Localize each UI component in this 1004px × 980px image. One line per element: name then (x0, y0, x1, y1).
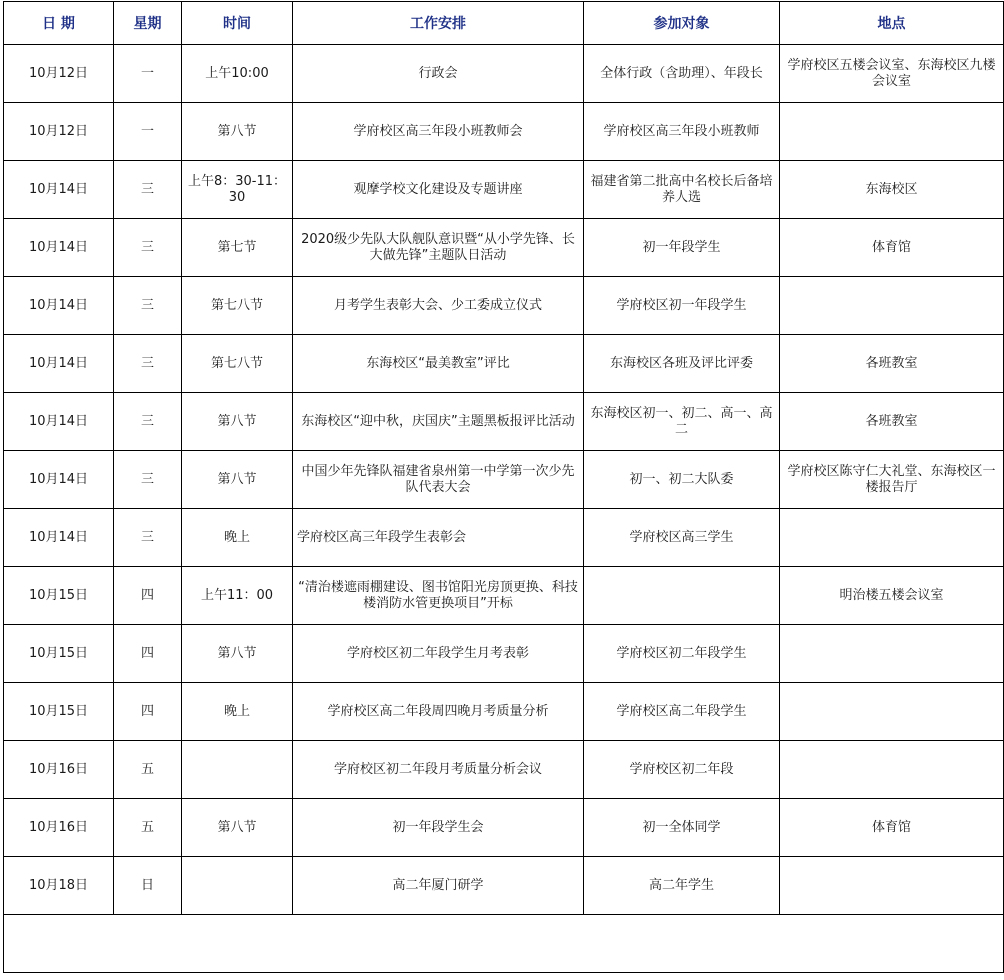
cell-task: 东海校区“最美教室”评比 (293, 335, 584, 393)
cell-location (780, 509, 1004, 567)
cell-participants: 福建省第二批高中名校长后备培养人选 (584, 161, 780, 219)
cell-date: 10月14日 (4, 161, 114, 219)
cell-time: 第八节 (182, 103, 293, 161)
cell-location: 各班教室 (780, 393, 1004, 451)
cell-participants: 初一全体同学 (584, 799, 780, 857)
cell-weekday: 三 (114, 219, 182, 277)
cell-date: 10月14日 (4, 509, 114, 567)
cell-task: 学府校区高三年段小班教师会 (293, 103, 584, 161)
cell-date: 10月14日 (4, 335, 114, 393)
cell-participants: 学府校区高三年段小班教师 (584, 103, 780, 161)
cell-weekday: 一 (114, 45, 182, 103)
cell-participants: 学府校区高二年段学生 (584, 683, 780, 741)
cell-task: 行政会 (293, 45, 584, 103)
cell-date: 10月16日 (4, 799, 114, 857)
cell-weekday: 一 (114, 103, 182, 161)
cell-location (780, 857, 1004, 915)
cell-task: 东海校区“迎中秋，庆国庆”主题黑板报评比活动 (293, 393, 584, 451)
cell-location (780, 625, 1004, 683)
table-row (4, 161, 1004, 219)
table-row (4, 683, 1004, 741)
cell-time: 晚上 (182, 683, 293, 741)
cell-participants: 东海校区初一、初二、高一、高二 (584, 393, 780, 451)
table-row (4, 451, 1004, 509)
cell-weekday: 五 (114, 799, 182, 857)
cell-weekday: 三 (114, 509, 182, 567)
cell-weekday: 三 (114, 451, 182, 509)
cell-task: 观摩学校文化建设及专题讲座 (293, 161, 584, 219)
cell-participants: 学府校区初二年段学生 (584, 625, 780, 683)
cell-time: 上午11：00 (182, 567, 293, 625)
cell-time: 上午8：30-11：30 (182, 161, 293, 219)
cell-location (780, 683, 1004, 741)
cell-date: 10月15日 (4, 567, 114, 625)
table-row (4, 509, 1004, 567)
cell-task: 学府校区初二年段月考质量分析会议 (293, 741, 584, 799)
cell-time: 第七节 (182, 219, 293, 277)
schedule-table-container (3, 1, 1003, 973)
header-participants: 参加对象 (584, 2, 780, 45)
cell-location (780, 741, 1004, 799)
cell-task: 月考学生表彰大会、少工委成立仪式 (293, 277, 584, 335)
header-row (4, 2, 1004, 45)
cell-task: 中国少年先锋队福建省泉州第一中学第一次少先队代表大会 (293, 451, 584, 509)
table-row (4, 857, 1004, 915)
cell-location: 学府校区陈守仁大礼堂、东海校区一楼报告厅 (780, 451, 1004, 509)
cell-participants: 初一年段学生 (584, 219, 780, 277)
cell-time (182, 857, 293, 915)
cell-time: 第八节 (182, 799, 293, 857)
cell-task: 学府校区高三年段学生表彰会 (293, 509, 584, 567)
cell-weekday: 四 (114, 625, 182, 683)
cell-location (780, 103, 1004, 161)
header-time: 时间 (182, 2, 293, 45)
cell-participants: 高二年学生 (584, 857, 780, 915)
cell-weekday: 三 (114, 393, 182, 451)
empty-row (4, 915, 1004, 973)
cell-location (780, 277, 1004, 335)
cell-weekday: 三 (114, 161, 182, 219)
cell-date: 10月12日 (4, 45, 114, 103)
cell-task: 学府校区高二年段周四晚月考质量分析 (293, 683, 584, 741)
cell-participants: 学府校区初一年段学生 (584, 277, 780, 335)
cell-weekday: 三 (114, 335, 182, 393)
table-row (4, 335, 1004, 393)
cell-time: 第八节 (182, 451, 293, 509)
cell-weekday: 日 (114, 857, 182, 915)
cell-task: 学府校区初二年段学生月考表彰 (293, 625, 584, 683)
cell-participants: 初一、初二大队委 (584, 451, 780, 509)
cell-date: 10月18日 (4, 857, 114, 915)
table-row (4, 625, 1004, 683)
cell-date: 10月15日 (4, 625, 114, 683)
table-row (4, 277, 1004, 335)
table-row (4, 45, 1004, 103)
cell-time: 上午10:00 (182, 45, 293, 103)
cell-location: 明治楼五楼会议室 (780, 567, 1004, 625)
cell-location: 体育馆 (780, 799, 1004, 857)
cell-task: 初一年段学生会 (293, 799, 584, 857)
cell-weekday: 四 (114, 567, 182, 625)
cell-location: 体育馆 (780, 219, 1004, 277)
table-row (4, 567, 1004, 625)
header-location: 地点 (780, 2, 1004, 45)
cell-weekday: 三 (114, 277, 182, 335)
table-row (4, 393, 1004, 451)
cell-task: 2020级少先队大队舰队意识暨“从小学先锋、长大做先锋”主题队日活动 (293, 219, 584, 277)
table-row (4, 219, 1004, 277)
cell-date: 10月12日 (4, 103, 114, 161)
cell-time (182, 741, 293, 799)
cell-participants: 东海校区各班及评比评委 (584, 335, 780, 393)
cell-date: 10月14日 (4, 277, 114, 335)
cell-location: 各班教室 (780, 335, 1004, 393)
cell-date: 10月14日 (4, 451, 114, 509)
cell-time: 第七八节 (182, 277, 293, 335)
cell-weekday: 四 (114, 683, 182, 741)
cell-participants: 学府校区高三学生 (584, 509, 780, 567)
cell-date: 10月14日 (4, 393, 114, 451)
header-date: 日 期 (4, 2, 114, 45)
table-row (4, 103, 1004, 161)
weekly-schedule-table (3, 1, 1004, 973)
cell-time: 晚上 (182, 509, 293, 567)
cell-time: 第八节 (182, 625, 293, 683)
header-weekday: 星期 (114, 2, 182, 45)
cell-location: 东海校区 (780, 161, 1004, 219)
table-row (4, 741, 1004, 799)
cell-task: “清治楼遮雨棚建设、图书馆阳光房顶更换、科技楼消防水管更换项目”开标 (293, 567, 584, 625)
table-row (4, 799, 1004, 857)
cell-participants: 全体行政（含助理）、年段长 (584, 45, 780, 103)
cell-time: 第八节 (182, 393, 293, 451)
cell-date: 10月16日 (4, 741, 114, 799)
cell-date: 10月15日 (4, 683, 114, 741)
cell-participants (584, 567, 780, 625)
cell-participants: 学府校区初二年段 (584, 741, 780, 799)
empty-cell (4, 915, 1004, 973)
cell-location: 学府校区五楼会议室、东海校区九楼会议室 (780, 45, 1004, 103)
cell-task: 高二年厦门研学 (293, 857, 584, 915)
cell-date: 10月14日 (4, 219, 114, 277)
header-task: 工作安排 (293, 2, 584, 45)
cell-time: 第七八节 (182, 335, 293, 393)
cell-weekday: 五 (114, 741, 182, 799)
